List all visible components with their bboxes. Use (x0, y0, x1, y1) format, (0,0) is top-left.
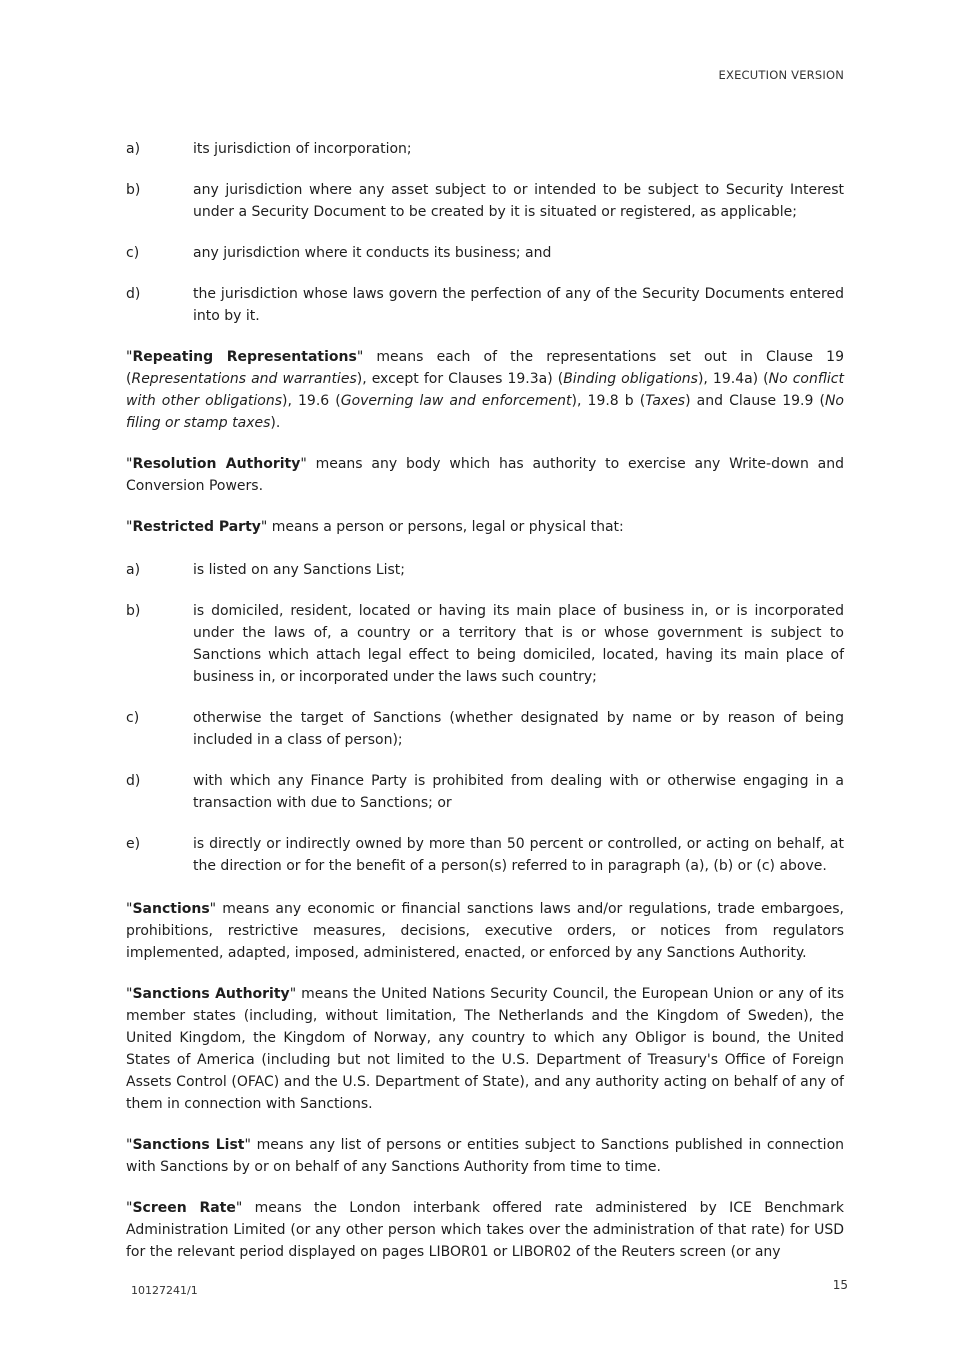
list-label: d) (126, 773, 141, 789)
definition-text: ), 19.8 b ( (571, 393, 646, 409)
clause-title: No filing or stamp taxes (126, 393, 844, 431)
list-item (126, 283, 844, 327)
list-label: a) (126, 141, 141, 157)
clause-title: Representations and warranties (131, 371, 357, 387)
definition-text: ). (270, 415, 281, 431)
execution-version-label: EXECUTION VERSION (718, 68, 844, 82)
list-item (126, 600, 844, 688)
clause-title: Binding obligations (563, 371, 698, 387)
list-item (126, 242, 844, 264)
list-item (126, 179, 844, 223)
list-text: is listed on any Sanctions List; (193, 562, 406, 578)
definition-text: ), except for Clauses 19.3a) ( (356, 371, 564, 387)
definition-sanctions-authority: "Sanctions Authority" means the United Nations Security Council, the European Union or any of its member states (including, without limitation, The Netherlands and the Kingdom of Sweden), the United Kingdom, the Kingdom of Norway, any country to which any Obligor is bound, the United States of America (including but not limited to the U.S. Department of Treasury's Office of Foreign Assets Control (OFAC) and the U.S. Department of State), and any authority acting on behalf of any of them in connection with Sanctions. (126, 986, 845, 1112)
defined-term: Screen Rate (132, 1200, 236, 1216)
defined-term: Repeating Representations (132, 349, 357, 365)
clause-title: Taxes (645, 393, 686, 409)
list-text: otherwise the target of Sanctions (whether designated by name or by reason of being included in a class of person); (193, 710, 844, 748)
list-text: any jurisdiction where it conducts its business; and (193, 245, 552, 261)
definition-sanctions: "Sanctions" means any economic or financial sanctions laws and/or regulations, trade embargoes, prohibitions, restrictive measures, decisions, executive orders, or notices from regulators implemented, adapted, imposed, administered, enacted, or enforced by any Sanctions Authority. (126, 901, 844, 961)
definition-repeating-representations: "Repeating Representations" means each of the representations set out in Clause 19 (Representations and warranties), except for Clauses 19.3a) (Binding obligations), 19.4a) (No conflict with other obligations), 19.6 (Governing law and enforcement), 19.8 b (Taxes) and Clause 19.9 (No filing or stamp taxes). (126, 349, 844, 431)
definition-text: " means a person or persons, legal or physical that: (260, 519, 624, 535)
definition-text: ), 19.4a) ( (697, 371, 769, 387)
defined-term: Resolution Authority (132, 456, 301, 472)
list-label: d) (126, 286, 141, 302)
definition-text: ) and Clause 19.9 ( (685, 393, 825, 409)
list-text: any jurisdiction where any asset subject to or intended to be subject to Security Interest under a Security Document to be created by it is situated or registered, as applicable; (193, 182, 844, 220)
document-body (126, 138, 844, 1282)
list-item (126, 833, 844, 877)
definition-text: " means any economic or financial sanctions laws and/or regulations, trade embargoes, prohibitions, restrictive measures, decisions, executive orders, or notices from regulators implemented, adapted, imposed, administered, enacted, or enforced by any Sanctions Authority. (126, 901, 844, 961)
clause-title: No conflict with other obligations (126, 371, 844, 409)
defined-term: Sanctions (132, 901, 210, 917)
definition-text: ), 19.6 ( (282, 393, 341, 409)
list-item (126, 559, 844, 581)
list-text: with which any Finance Party is prohibited from dealing with or otherwise engaging in a transaction with due to Sanctions; or (193, 773, 844, 811)
definition-text: " means each of the representations set out in Clause 19 ( (126, 349, 844, 387)
list-label: c) (126, 710, 140, 726)
list-label: b) (126, 182, 141, 198)
list-item (126, 770, 844, 814)
defined-term: Restricted Party (132, 519, 261, 535)
list-label: b) (126, 603, 141, 619)
page-number: 15 (832, 1278, 848, 1292)
definition-sanctions-list: "Sanctions List" means any list of persons or entities subject to Sanctions published in connection with Sanctions by or on behalf of any Sanctions Authority from time to time. (126, 1137, 845, 1175)
list-item (126, 707, 844, 751)
list-item (126, 138, 844, 160)
list-label: a) (126, 562, 141, 578)
definition-text: " means the United Nations Security Council, the European Union or any of its member states (including, without limitation, The Netherlands and the Kingdom of Sweden), the United Kingdom, the Kingdom of Norway, any country to which any Obligor is bound, the United States of America (including but not limited to the U.S. Department of Treasury's Office of Foreign Assets Control (OFAC) and the U.S. Department of State), and any authority acting on behalf of any of them in connection with Sanctions. (126, 986, 845, 1112)
definition-screen-rate: "Screen Rate" means the London interbank offered rate administered by ICE Benchmark Administration Limited (or any other person which takes over the administration of that rate) for USD for the relevant period displayed on pages LIBOR01 or LIBOR02 of the Reuters screen (or any (126, 1200, 844, 1260)
defined-term: Sanctions List (132, 1137, 245, 1153)
document-reference: 10127241/1 (131, 1284, 198, 1297)
list-label: e) (126, 836, 141, 852)
defined-term: Sanctions Authority (132, 986, 290, 1002)
definition-restricted-party: "Restricted Party" means a person or persons, legal or physical that: (126, 519, 624, 535)
list-label: c) (126, 245, 140, 261)
definition-text: " means the London interbank offered rate administered by ICE Benchmark Administration Limited (or any other person which takes over the administration of that rate) for USD for the relevant period displayed on pages LIBOR01 or LIBOR02 of the Reuters screen (or any (126, 1200, 844, 1260)
list-text: is domiciled, resident, located or having its main place of business in, or is incorporated under the laws of, a country or a territory that is or whose government is subject to Sanctions which attach legal effect to being domiciled, located, having its main place of business in, or incorporated under the laws such country; (193, 603, 844, 685)
definition-text: " means any list of persons or entities subject to Sanctions published in connection with Sanctions by or on behalf of any Sanctions Authority from time to time. (126, 1137, 845, 1175)
clause-title: Governing law and enforcement (340, 393, 572, 409)
list-text: the jurisdiction whose laws govern the perfection of any of the Security Documents entered into by it. (193, 286, 844, 324)
definition-resolution-authority: "Resolution Authority" means any body which has authority to exercise any Write-down and Conversion Powers. (126, 456, 845, 494)
list-text: is directly or indirectly owned by more than 50 percent or controlled, or acting on behalf, at the direction or for the benefit of a person(s) referred to in paragraph (a), (b) or (c) above. (193, 836, 844, 874)
list-text: its jurisdiction of incorporation; (193, 141, 412, 157)
definition-text: " means any body which has authority to exercise any Write-down and Conversion Powers. (126, 456, 845, 494)
